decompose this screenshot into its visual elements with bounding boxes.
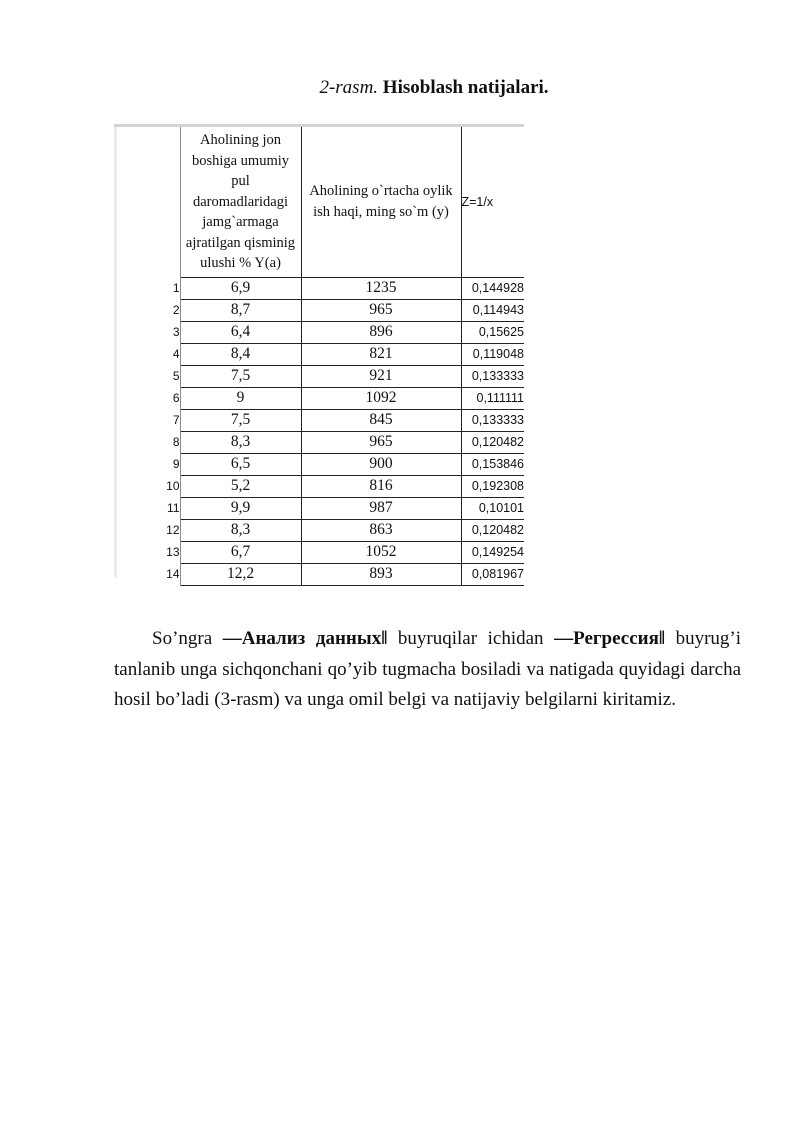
table-row	[114, 343, 524, 365]
cell-share: 7,5	[180, 409, 301, 431]
row-number: 14	[114, 563, 180, 585]
cell-wage: 896	[301, 321, 461, 343]
cell-share: 8,3	[180, 519, 301, 541]
cell-wage: 1052	[301, 541, 461, 563]
paragraph-text: So’ngra	[152, 628, 223, 649]
cell-z: 0,15625	[461, 321, 524, 343]
row-number: 4	[114, 343, 180, 365]
row-number: 12	[114, 519, 180, 541]
cell-z: 0,120482	[461, 431, 524, 453]
cell-share: 9	[180, 387, 301, 409]
cell-z: 0,133333	[461, 365, 524, 387]
caption-title: Hisoblash natijalari.	[382, 77, 549, 98]
row-number: 13	[114, 541, 180, 563]
header-a-line: pul	[231, 173, 250, 189]
cell-z: 0,133333	[461, 409, 524, 431]
results-table	[114, 127, 524, 586]
header-a-line: ulushi % Y(a)	[200, 255, 281, 271]
table-row	[114, 541, 524, 563]
cell-wage: 1092	[301, 387, 461, 409]
header-y-line: Aholining o`rtacha oylik	[309, 183, 453, 200]
table-row	[114, 563, 524, 585]
paragraph-bold-analysis: ―Анализ данных‖	[222, 628, 388, 649]
cell-share: 7,5	[180, 365, 301, 387]
table-row	[114, 299, 524, 321]
header-share-of-income	[180, 127, 301, 277]
cell-share: 12,2	[180, 563, 301, 585]
cell-wage: 863	[301, 519, 461, 541]
cell-share: 6,9	[180, 277, 301, 299]
cell-wage: 821	[301, 343, 461, 365]
paragraph-text: buyruqilar ichidan	[387, 628, 555, 649]
header-a-line: jamg`armaga	[202, 214, 279, 230]
header-a-line: boshiga umumiy	[191, 152, 290, 169]
cell-z: 0,144928	[461, 277, 524, 299]
caption-label: 2-rasm.	[319, 77, 379, 98]
cell-wage: 921	[301, 365, 461, 387]
cell-share: 5,2	[180, 475, 301, 497]
header-a-line: ajratilgan qisminig	[185, 234, 296, 251]
table-row	[114, 409, 524, 431]
cell-share: 8,4	[180, 343, 301, 365]
cell-wage: 845	[301, 409, 461, 431]
table-row	[114, 365, 524, 387]
cell-share: 6,5	[180, 453, 301, 475]
table-row	[114, 519, 524, 541]
body-paragraph	[114, 624, 741, 716]
table-row	[114, 277, 524, 299]
cell-z: 0,119048	[461, 343, 524, 365]
header-average-wage	[301, 127, 461, 277]
cell-share: 6,4	[180, 321, 301, 343]
paragraph-bold-regression: ―Регрессия‖	[554, 628, 666, 649]
row-number: 2	[114, 299, 180, 321]
header-z: Z=1/x	[461, 127, 524, 277]
paragraph-text: buyrug’i tanlanib unga sichqonchani qo’yib tugmacha bosiladi va natigada quyidagi darcha hosil bo’ladi (3-rasm) va unga omil belgi va natijaviy belgilarni kiritamiz.	[114, 628, 742, 710]
cell-z: 0,10101	[461, 497, 524, 519]
table-row	[114, 387, 524, 409]
row-number: 11	[114, 497, 180, 519]
cell-wage: 965	[301, 431, 461, 453]
table-row	[114, 431, 524, 453]
cell-wage: 900	[301, 453, 461, 475]
cell-share: 8,7	[180, 299, 301, 321]
row-number: 8	[114, 431, 180, 453]
figure-caption	[0, 76, 800, 100]
cell-z: 0,114943	[461, 299, 524, 321]
cell-z: 0,149254	[461, 541, 524, 563]
cell-wage: 816	[301, 475, 461, 497]
cell-share: 9,9	[180, 497, 301, 519]
row-number: 6	[114, 387, 180, 409]
row-number: 7	[114, 409, 180, 431]
table-row	[114, 475, 524, 497]
header-y-line: ish haqi, ming so`m (y)	[313, 203, 449, 220]
row-number: 9	[114, 453, 180, 475]
cell-z: 0,192308	[461, 475, 524, 497]
cell-z: 0,081967	[461, 563, 524, 585]
row-number: 1	[114, 277, 180, 299]
row-number: 3	[114, 321, 180, 343]
row-number: 10	[114, 475, 180, 497]
header-row	[114, 127, 524, 277]
cell-wage: 965	[301, 299, 461, 321]
cell-z: 0,111111	[461, 387, 524, 409]
row-number-header	[114, 127, 180, 277]
cell-wage: 987	[301, 497, 461, 519]
cell-wage: 1235	[301, 277, 461, 299]
row-number: 5	[114, 365, 180, 387]
spreadsheet-screenshot	[114, 124, 524, 582]
table-row	[114, 497, 524, 519]
cell-z: 0,120482	[461, 519, 524, 541]
cell-share: 8,3	[180, 431, 301, 453]
table-row	[114, 453, 524, 475]
header-a-line: daromadlaridagi	[192, 193, 288, 210]
cell-share: 6,7	[180, 541, 301, 563]
cell-z: 0,153846	[461, 453, 524, 475]
table-row	[114, 321, 524, 343]
cell-wage: 893	[301, 563, 461, 585]
header-a-line: Aholining jon	[200, 132, 281, 148]
